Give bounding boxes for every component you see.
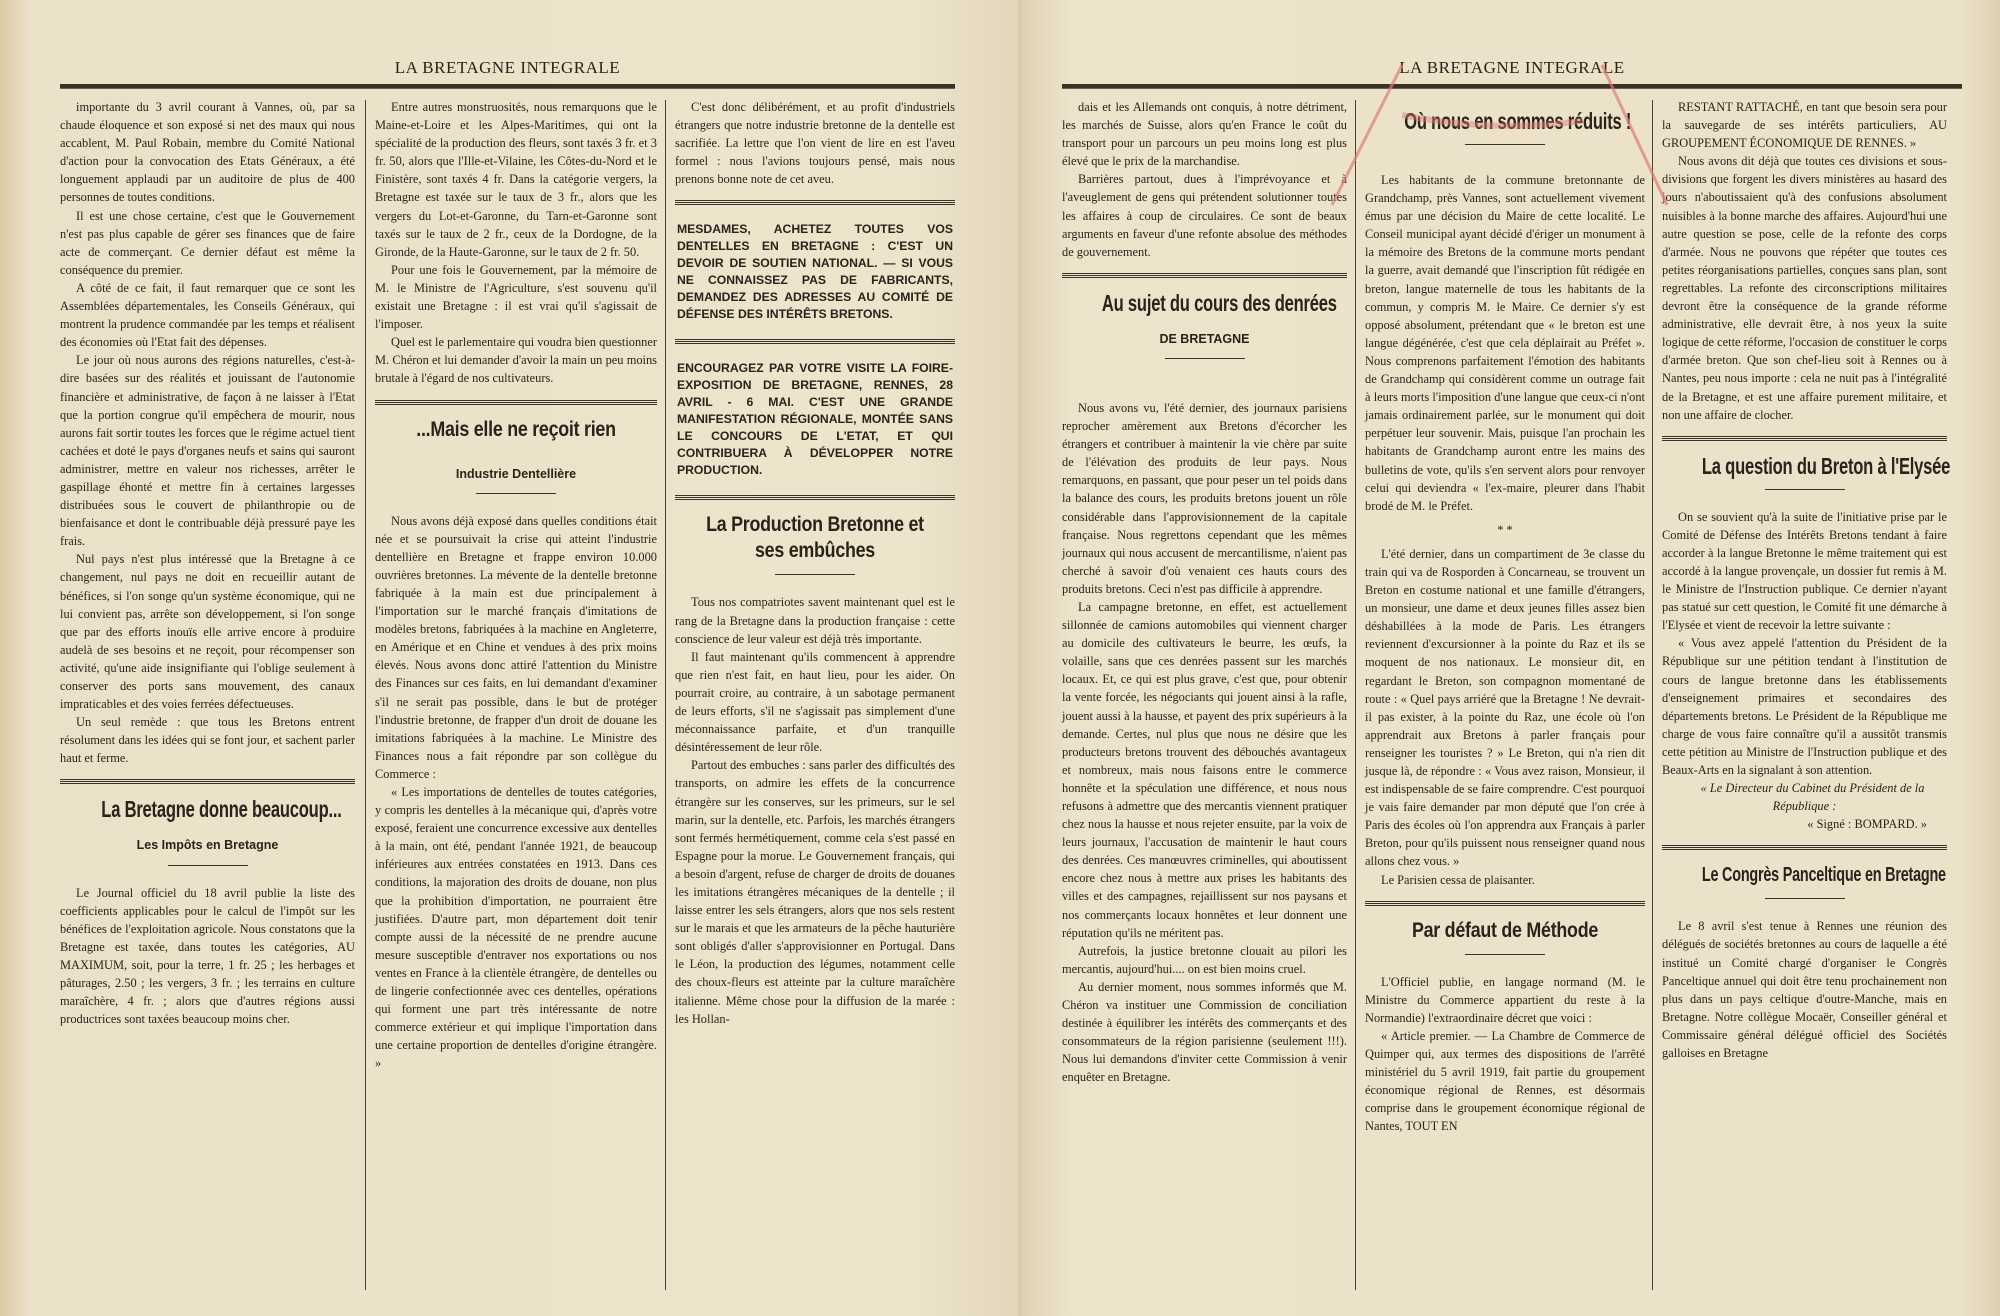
article-subtitle: Les Impôts en Bretagne — [136, 838, 279, 853]
paragraph: Le Journal officiel du 18 avril publie la liste des coefficients applicables pour le calcul de l'impôt sur les bénéfices de l'exploitation agricole. Nous constatons que la Bretagne est taxée, dans toutes les catégories, AU MAXIMUM, soit, pour la terre, 1 fr. 25 ; les herbages et pâturages, 2.50 ; les vergers, 3 fr. ; les terrains en culture maraîchère, 4 fr. ; alors que d'autres régions aussi productrices sont taxées beaucoup moins cher. — [60, 885, 355, 1027]
divider — [1465, 144, 1545, 145]
column-3 — [675, 98, 955, 1028]
right-page — [1022, 0, 2000, 1316]
paragraph: Partout des embuches : sans parler des difficultés des transports, on admire les effets de la concurrence étrangère sur les conserves, sur les primeurs, sur le sel marin, sur la dentelle, etc. Parfois, les marchés étrangers sont fermés hermétiquement, comme cela s'est passé en Espagne pour la morue. Le Gouvernement français, qui a besoin d'argent, refuse de charger de droits de douanes les imitations étrangères mécaniques de la dentelle ; il laisse entrer les sels étrangers, alors que nos sels restent sur le marais et que les armateurs de la pêche hauturière sont obligés d'aller s'approvisionner en Portugal. Dans le Léon, la production des légumes, notamment celle des choux-fleurs est atteinte par la culture maraîchère italienne. Même chose pour la diffusion de la marée : les Hollan- — [675, 758, 955, 1026]
divider — [168, 865, 248, 866]
signature: « Signé : BOMPARD. » — [1807, 817, 1927, 832]
paragraph: Un seul remède : que tous les Bretons entrent résolument dans les idées qui se font jour, et sachent parler haut et ferme. — [60, 715, 355, 766]
section-stars: * * — [1497, 522, 1513, 537]
article-title: La Production Bretonne et ses embûches — [706, 513, 924, 563]
divider — [1765, 898, 1845, 899]
section-rule — [1062, 273, 1347, 278]
section-rule — [675, 200, 955, 205]
section-rule — [1365, 901, 1645, 906]
column-2 — [1365, 98, 1645, 1136]
paragraph: Barrières partout, dues à l'imprévoyance et à l'aveuglement de gens qui prétendent solutionner toutes les affaires à coup de circulaires. Ce sont de beaux arguments en faveur d'une refonte absolue des méthodes de gouvernement. — [1062, 172, 1347, 259]
section-rule — [675, 495, 955, 500]
article-title: Au sujet du cours des denrées — [1101, 289, 1337, 316]
paragraph: L'été dernier, dans un compartiment de 3e classe du train qui va de Rosporden à Concarneau, se trouvent un Breton en costume national et une famille d'étrangers, un monsieur, une dame et deux jeunes filles assez bien déshabillées à la mode de Paris. Les étrangers reviennent d'excursionner à la pointe du Raz et ils se moquent de nos nationaux. Le monsieur dit, en regardant le Breton, son compagnon momentané de route : « Quel pays arriéré que la Bretagne ! Ne devrait-il pas exister, à la pointe du Raz, une école où l'on apprendrait aux Bretons à parler français pour renseigner les touristes ? » Le Breton, qui n'a rien dit jusque là, de répondre : « Vous avez raison, Monsieur, il est indispensable de se faire comprendre. C'est pourquoi je vais faire demander par mon député que l'on crée à Paris des écoles où l'on apprendra aux Français à parler Breton, pour qu'ils puissent nous renseigner quand nous allons chez vous. » — [1365, 546, 1645, 869]
notice-box: ENCOURAGEZ PAR VOTRE VISITE LA FOIRE-EXPOSITION DE BRETAGNE, RENNES, 28 AVRIL - 6 MAI. C'EST UNE GRANDE MANIFESTATION RÉGIONALE, MONTÉE SANS LE CONCOURS DE L'ETAT, ET QUI CONTRIBUERA À DÉVELOPPER NOTRE PRODUCTION. — [677, 361, 953, 478]
divider — [1465, 954, 1545, 955]
section-rule — [675, 339, 955, 344]
column-3 — [1662, 98, 1951, 1062]
article-subtitle: Industrie Dentellière — [455, 466, 577, 481]
paragraph: A côté de ce fait, il faut remarquer que ce sont les Assemblées départementales, les Conseils Généraux, qui montrent la prudence commandée par les temps et réalisent des économies où l'Etat fait des dépenses. — [60, 280, 355, 350]
signature-line: « Le Directeur du Cabinet du Président de la République : — [1700, 781, 1925, 814]
running-header: LA BRETAGNE INTEGRALE — [1399, 58, 1625, 77]
paragraph: dais et les Allemands ont conquis, à notre détriment, les marchés de Suisse, alors qu'en France le coût du transport pour un parcours un peu moins long est plus élevé que le prix de la marchandise. — [1062, 100, 1347, 169]
divider — [1165, 358, 1245, 359]
article-title: ...Mais elle ne reçoit rien — [416, 417, 616, 441]
paragraph: Nul pays n'est plus intéressé que la Bretagne à ce changement, nul pays ne doit en recueillir autant de bénéfices, si l'on songe qu'un système économique, qui ne lui convient pas, arrête son développement, si l'on songe que par des efforts inouïs elle arrive encore à produire audelà de ses besoins et ne reçoit, pour récompenser son activité, qu'une aide insignifiante qui l'oblige seulement à conserver des ports sans mouvement, des canaux impraticables et des voies ferrées défectueuses. — [60, 552, 355, 712]
divider — [1765, 489, 1845, 490]
header-rule — [1062, 84, 1962, 89]
section-rule — [1662, 436, 1947, 441]
paragraph: On se souvient qu'à la suite de l'initiative prise par le Comité de Défense des Intérêts Bretons tendant à faire accorder à la langue Bretonne le même traitement qui est accordé à la langue provençale, un dossier fut remis à M. le Ministre de l'Instruction publique. Ce dernier n'ayant pas statué sur cett question, le Comité fit une démarche à l'Elysée et vient de recevoir la lettre suivante : — [1662, 509, 1947, 633]
paragraph: Nous avons dit déjà que toutes ces divisions et sous-divisions que forgent les divers ministères au hasard des jours n'aboutissaient qu'à des confusions absolument nuisibles à la bonne marche des affaires. Aujourd'hui une autre question se pose, celle de la refonte des corps d'armée. Nous ne pouvons que répéter que toutes ces petites réorganisations partielles, conçues sans plan, sont regrettables. La refonte des circonscriptions militaires devront être la conséquence de la grande réforme administrative, elle devrait être, à nos yeux la suite logique de cette réforme, l'occasion de constituer le corps d'armée breton. Que son chef-lieu soit à Rennes ou à Nantes, peu nous importe : cela ne nuit pas à l'intégralité de la Bretagne, et est une affaire purement militaire, et non une affaire de clocher. — [1662, 154, 1947, 422]
paragraph: La campagne bretonne, en effet, est actuellement sillonnée de camions automobiles qui viennent charger au domicile des cultivateurs le beurre, les œufs, la volaille, sans que ces denrées passent sur les marchés locaux. Et, ce qui est plus grave, c'est que, pour obtenir la vente forcée, les négociants qui jouent ainsi à la rafle, jouent aussi à la hausse, et payent des prix supérieurs à la demande. Certes, nul plus que nous ne désire que les producteurs bretons trouvent des débouchés avantageux et nombreux, mais nous faisons entre le commerce honnête et la spéculation une différence, et nous nous refusons à admettre que des mercantis viennent pratiquer chez nous la hausse et nous rejeter ensuite, par la voix de leurs journaux, l'accusation de maintenir le haut cours des denrées. Ces manœuvres criminelles, qui aboutissent encore chez nous à mettre aux prises les habitants des villes et des campagnes, rejaillissent sur nos paysans et nos commerçants locaux honnêtes et leur donnent une réputation qu'ils ne méritent pas. — [1062, 599, 1347, 940]
divider — [476, 493, 556, 494]
column-divider — [1652, 100, 1653, 1290]
article-title: Où nous en sommes réduits ! — [1404, 108, 1632, 134]
paragraph: « Article premier. — La Chambre de Commerce de Quimper qui, aux termes des dispositions de l'arrêté ministériel du 5 avril 1919, fait partie du groupement économique régional de Rennes, est désormais comprise dans le groupement économique régional de Nantes, TOUT EN — [1365, 1028, 1645, 1134]
section-rule — [375, 400, 657, 405]
section-rule — [1662, 845, 1947, 850]
paragraph: Les habitants de la commune bretonnante de Grandchamp, près Vannes, sont actuellement vivement émus par une décision du Maire de cette localité. Le Conseil municipal ayant décidé d'ériger un monument à la mémoire des Bretons de la commune morts pendant la guerre, avait demandé que l'inscription fût rédigée en breton, langue maternelle de tous les habitants de la commun, y compris M. le Maire. Ce dernier s'y est opposé absolument, prétendant que « le breton est une langue dégénérée, c'est que cela déplairait au Préfet ». Nous comprenons parfaitement l'émotion des habitants de Grandchamp qui considèrent comme un outrage fait à leurs morts l'imposition d'une langue que ceux-ci n'ont jamais ordinairement parlée, sur le monument qui doit perpétuer leur souvenir. Mais, puisque l'an prochain les habitants de Grandchamp auront entre les mains des bulletins de vote, qu'ils s'en servent alors pour renvoyer celui qui deviendra « l'ex-maire, pleurer dans l'habit brodé de M. le Préfet. — [1365, 173, 1645, 513]
column-1 — [60, 98, 355, 1028]
column-2 — [375, 98, 657, 1073]
column-divider — [365, 100, 366, 1290]
paragraph: Autrefois, la justice bretonne clouait au pilori les mercantis, aujourd'hui.... on est bien moins cruel. — [1062, 943, 1347, 976]
notice-box: MESDAMES, ACHETEZ TOUTES VOS DENTELLES EN BRETAGNE : C'EST UN DEVOIR DE SOUTIEN NATIONAL. — SI VOUS NE CONNAISSEZ PAS DE FABRICANTS, DEMANDEZ DES ADRESSES AU COMITÉ DE DÉFENSE DES INTÉRÊTS BRETONS. — [677, 222, 953, 322]
paragraph: Le Parisien cessa de plaisanter. — [1381, 872, 1535, 887]
paragraph: Le jour où nous aurons des régions naturelles, c'est-à-dire basées sur des réalités et jouissant de l'autonomie financière et administrative, de façon à ne laisser à l'Etat que la portion congrue qu'il empêchera de mourir, nous aurons fait sortir toutes les forces que le régime actuel tient cachées et doté le pays d'organes neufs et sains qui sauront administrer, mettre en valeur nos richesses, arrêter le gaspillage éhonté et mettre fin à certaines largesses distribuées sous le couvert de philanthropie ou de bienfaisance et dont le contribuable déjà pressuré paye les frais. — [60, 353, 355, 549]
article-title: La Bretagne donne beaucoup... — [101, 796, 342, 823]
paragraph: Tous nos compatriotes savent maintenant quel est le rang de la Bretagne dans la production française : cette conscience de leur valeur est déjà très importante. — [675, 595, 955, 646]
paragraph: Quel est le parlementaire qui voudra bien questionner M. Chéron et lui demander d'avoir la main un peu moins brutale à l'égard de nos cultivateurs. — [375, 335, 657, 386]
paragraph: Le 8 avril s'est tenue à Rennes une réunion des délégués de sociétés bretonnes au cours de laquelle a été institué un Comité chargé d'organiser le Congrès Panceltique annuel qui doit être tenu prochainement non plus dans un pays celtique d'outre-Manche, mais en Bretagne. Notre collègue Mocaër, Conseiller général et Commissaire général délégué officiel des Sociétés galloises en Bretagne — [1662, 919, 1947, 1061]
header-rule — [60, 84, 955, 89]
paragraph: Nous avons déjà exposé dans quelles conditions était née et se poursuivait la crise qui atteint l'industrie dentellière en Bretagne et frappe environ 10.000 ouvrières bretonnes. La mévente de la dentelle bretonne fabriquée à la main est due principalement à l'importation sur le marché français d'imitations de modèles bretons, fabriquées à la machine en Angleterre, en Amérique et en Chine et vendues à des prix moins élevés. Nous avons donc attiré l'attention du Ministre des Finances sur ces faits, en lui demandant d'examiner s'il ne serait pas possible, dans le but de protéger l'industrie bretonne, de frapper d'un droit de douane les imitations fabriquées à la machine. Le Ministre des Finances nous a fait répondre par son collègue du Commerce : — [375, 513, 657, 781]
paragraph: importante du 3 avril courant à Vannes, où, par sa chaude éloquence et son exposé si net des maux qui nous accablent, M. Paul Robain, membre du Comité National d'action pour la convocation des Etats Généraux, a été longuement applaudi par un auditoire de plus de 400 personnes de toutes conditions. — [60, 100, 355, 205]
article-subtitle: DE BRETAGNE — [1159, 331, 1250, 346]
column-1 — [1062, 98, 1347, 1087]
paragraph: « Vous avez appelé l'attention du Président de la République sur une pétition tendant à l'institution de cours de langue bretonne dans les établissements d'enseignement primaires et secondaires des départements bretons. Le Président de la République me charge de vous faire connaître qu'il a aussitôt transmis cette pétition au Ministre de l'Instruction publique et des Beaux-Arts en la signalant à son attention. — [1662, 636, 1947, 777]
paragraph: Entre autres monstruosités, nous remarquons que le Maine-et-Loire et les Alpes-Maritimes, qui ont la spécialité de la production des fleurs, sont taxés 3 fr. et 3 fr. 50, alors que l'Ille-et-Vilaine, les Côtes-du-Nord et le Finistère, sont taxés 4 fr. Dans la catégorie vergers, la Bretagne est taxée sur le taux de 3 fr., alors que les vergers du Lot-et-Garonne, du Tarn-et-Garonne sont taxés sur le taux de 2 fr., ceux de la Dordogne, de la Gironde, de la Haute-Garonne, sur le taux de 2 fr. 50. — [375, 100, 657, 259]
paragraph: RESTANT RATTACHÉ, en tant que besoin sera pour la sauvegarde de ses intérêts particuliers, AU GROUPEMENT ÉCONOMIQUE DE RENNES. » — [1662, 100, 1947, 151]
paragraph: « Les importations de dentelles de toutes catégories, y compris les dentelles à la mécanique qui, d'après votre exposé, feraient une concurrence excessive aux dentelles à la main, ont été, pendant l'année 1921, de beaucoup inférieures aux entrées constatées en 1913. Dans ces conditions, la majoration des droits de douane, non plus que la prohibition d'importation, ne pourraient être justifiées. D'autre part, mon département doit tenir compte aussi de la nécessité de ne prendre aucune mesure susceptible d'entraver nos exportations ou nos ventes en France à la clientèle étrangère, de dentelles ou de lingerie confectionnée avec ces dentelles, opérations qui forment une part très intéressante de notre commerce extérieur et qui implique l'importation dans une certaine proportion de dentelles d'origine étrangère. » — [375, 785, 657, 1071]
article-title: Le Congrès Panceltique en Bretagne — [1701, 864, 1946, 887]
section-rule — [60, 779, 355, 784]
paragraph: Pour une fois le Gouvernement, par la mémoire de M. le Ministre de l'Agriculture, s'est souvenu qu'il existait une Bretagne : il est vrai qu'il s'agissait de l'imposer. — [375, 262, 657, 332]
divider — [775, 574, 855, 575]
paragraph: Au dernier moment, nous sommes informés que M. Chéron va instituer une Commission de conciliation destinée à équilibrer les intérêts des commerçants et des consommateurs de la région parisienne (seulement !!!). Nous lui demandons d'inviter cette Commission à venir enquêter en Bretagne. — [1062, 979, 1347, 1085]
paragraph: Il faut maintenant qu'ils commencent à apprendre que rien n'est fait, en haut lieu, pour les aider. On pourrait croire, au contraire, à un sabotage permanent de leurs efforts, s'il ne s'agissait pas simplement d'une méconnaissance parfaite, et d'un tranquille désintéressement de leur rôle. — [675, 649, 955, 755]
paragraph: Il est une chose certaine, c'est que le Gouvernement n'est pas plus capable de gérer ses finances que de faire acte de commerçant. Ce dernier défaut est même la conséquence du premier. — [60, 208, 355, 277]
paragraph: C'est donc délibérément, et au profit d'industriels étrangers que notre industrie bretonne de la dentelle est sacrifiée. La lettre que l'on vient de lire en est l'aveu formel : nous l'avions toujours pensé, mais nous prenons bonne note de cet aveu. — [675, 100, 955, 187]
column-divider — [1355, 100, 1356, 1290]
article-title: La question du Breton à l'Elysée — [1701, 452, 1951, 479]
paragraph: L'Officiel publie, en langage normand (M. le Ministre du Commerce appartient du reste à la Normandie) l'extraordinaire décret que voici : — [1365, 974, 1645, 1025]
column-divider — [665, 100, 666, 1290]
article-title: Par défaut de Méthode — [1411, 918, 1599, 942]
running-header: LA BRETAGNE INTEGRALE — [394, 58, 621, 77]
paragraph: Nous avons vu, l'été dernier, des journaux parisiens reprocher amèrement aux Bretons d'écorcher les étrangers et contribuer à maintenir la vie chère par suite de l'élévation des produits de leur pays. Nous remarquons, en passant, que pour peser un tel poids dans la balance des cours, les produits bretons jouent un rôle considérable dans l'approvisionnement de la capitale française. Nous regrettons cependant que les mêmes journaux qui nous accusent de mercantilisme, n'aient pas cherché à savoir d'où venaient ces hauts cours des produits bretons. Ceci n'est pas difficile à apprendre. — [1062, 400, 1347, 596]
